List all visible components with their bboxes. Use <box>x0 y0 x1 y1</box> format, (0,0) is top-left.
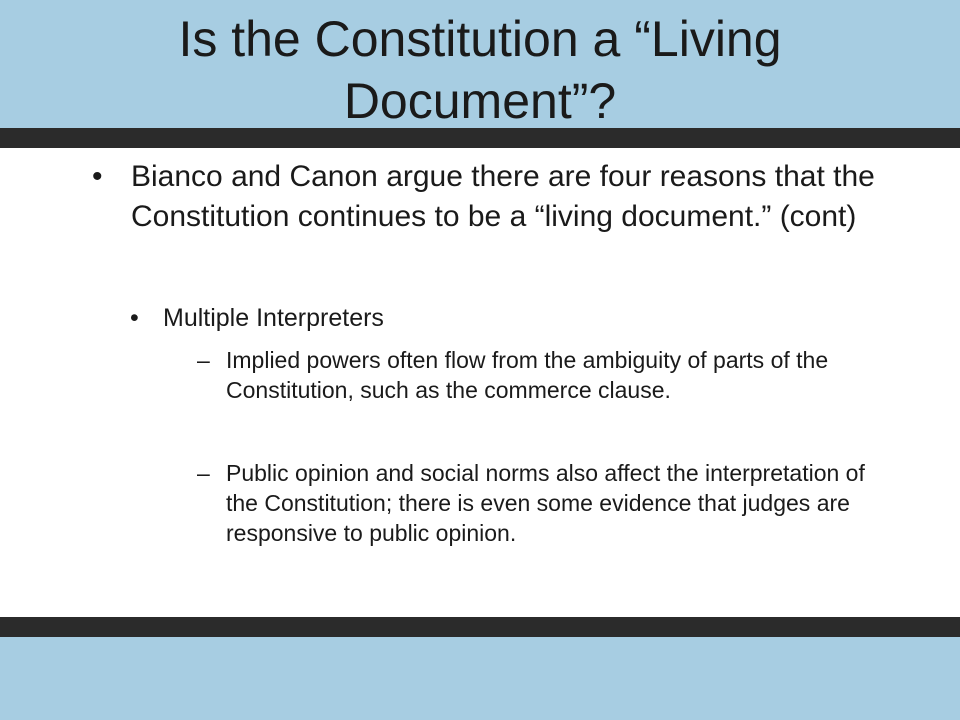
sub-point-implied-powers: Implied powers often flow from the ambiguity of parts of the Constitution, such as the commerce clause. <box>226 347 829 403</box>
sub-point-public-opinion: Public opinion and social norms also affect the interpretation of the Constitution; there is even some evidence that judges are responsive to public opinion. <box>226 460 865 546</box>
bullet-marker: • <box>92 160 103 193</box>
sub-bullet-marker: • <box>130 304 139 332</box>
footer-divider-stripe <box>0 617 960 637</box>
main-bullet-text: Bianco and Canon argue there are four reasons that the Constitution continues to be a “living document.” (cont) <box>131 160 875 233</box>
dash-marker: – <box>197 347 210 373</box>
sub-bullet-text: Multiple Interpreters <box>163 304 384 332</box>
slide-title: Is the Constitution a “Living Document”? <box>178 11 782 129</box>
dash-marker: – <box>197 460 210 486</box>
footer-band <box>0 637 960 720</box>
